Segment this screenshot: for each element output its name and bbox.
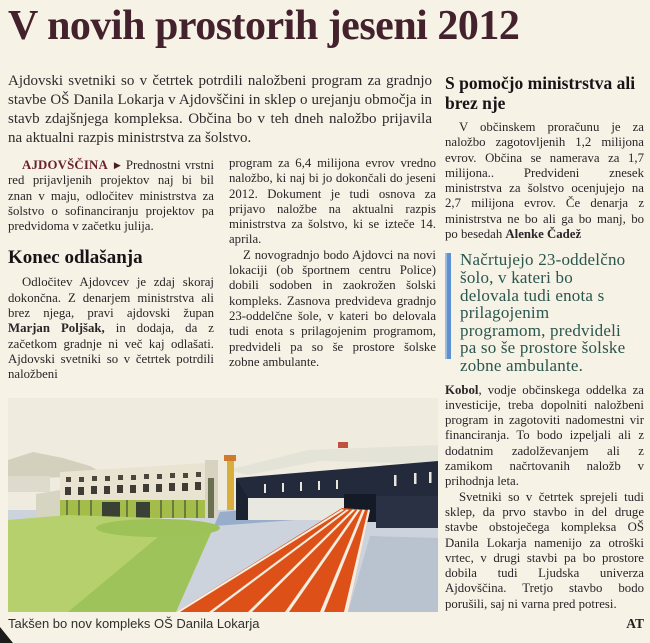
- paragraph-text: in dodaja, da z začetkom gradnje ni več kaj odlašati. Ajdovski svetniki so v četrtek potrdili naložbeni: [8, 321, 214, 382]
- paragraph: Svetniki so v četrtek sprejeli tudi sklep, da prvo stavbo in del druge stavbe obstoječega kompleksa OŠ Danila Lokarja namenijo za otroški vrtec, v drugi stavbi pa bo prostore dobila tudi Ljudska univerza Ajdovščina. Tretjo stavbo bodo porušili, saj ni varna pred potresi.: [445, 489, 644, 611]
- pull-quote-accent-bar: [445, 253, 451, 359]
- rooftop-object: [338, 442, 348, 448]
- building-entrance: [102, 502, 120, 518]
- paragraph-text: Prednostni vrstni red prijavljenih projektov naj bi bil znan v maju, odločitev ministrstva za šolstvo o sofinanciranju projektov pa predvidoma v začetku julija.: [8, 158, 215, 234]
- background-buildings: [8, 476, 50, 492]
- person-name-kobol: Kobol: [445, 382, 479, 397]
- paragraph-text: V občinskem proračunu je za naložbo zagotovljenih 1,2 milijona evrov. Občina se namerava za 1,7 milijona.. Predvideni znesek ministrstva za šolstvo ocenjujejo na 2,7 milijona evrov. Če denarja z ministrstva ne bo ali ga bo manj, bo po besedah: [445, 120, 644, 242]
- person-name-alenka-cadez: Alenke Čadež: [505, 227, 582, 242]
- paragraph: [445, 120, 644, 242]
- person-name-marjan-poljsak: Marjan Poljšak,: [8, 321, 105, 336]
- dateline-city: AJDOVŠČINA: [22, 158, 108, 172]
- paragraph-text: , vodje občinskega oddelka za investicije, treba dopolniti naložbeni program in zagotoviti nadomestni vir financiranja. To bodo izpeljali ali z dodatnim zadolževanjem ali z zamikom načrtovanih naložb v prihodnja leta.: [445, 382, 644, 489]
- article-lead: Ajdovski svetniki so v četrtek potrdili naložbeni program za gradnjo stavbe OŠ Danila Lokarja v Ajdovščini in sklep o urejanju območja in stavb zdajšnjega kompleksa. Občina bo v teh dneh naložbo prijavila na aktualni razpis ministrstva za šolstvo.: [8, 73, 432, 146]
- paragraph-dateline: [8, 158, 214, 234]
- dark-building-right-mass: [376, 496, 438, 528]
- building-wing-left: [36, 490, 60, 520]
- paragraph: Z novogradnjo bodo Ajdovci na novi lokaciji (ob športnem centru Police) dobili sodoben in zaokrožen šolski kompleks. Zasnova predvideva gradnjo 23-oddelčne šole, v kateri bo delovala tudi enota s prilagojenim programom, predvideli pa so še prostore šolske zobne ambulante.: [229, 247, 436, 369]
- dateline-arrow-icon: ▶: [112, 160, 122, 170]
- paragraph: [445, 383, 644, 490]
- building-entrance-2: [136, 502, 150, 518]
- author-initials: AT: [626, 615, 644, 631]
- paragraph: [8, 275, 214, 382]
- figure-caption: Takšen bo nov kompleks OŠ Danila Lokarja: [8, 616, 260, 631]
- subheading-s-pomocjo-ministrstva: S pomočjo ministrstva ali brez nje: [445, 73, 636, 113]
- pull-quote: [445, 251, 630, 374]
- building-tower-slats: [208, 478, 214, 518]
- column-1: [8, 158, 214, 383]
- subheading-konec-odlasanja: Konec odlašanja: [8, 247, 143, 269]
- article-headline: V novih prostorih jeseni 2012: [8, 3, 520, 49]
- school-rendering-image: [8, 398, 438, 612]
- column-3: [445, 74, 644, 636]
- lawn-berm: [96, 519, 220, 537]
- figure-school-rendering: [8, 398, 438, 631]
- paragraph-text: Odločitev Ajdovcev je zdaj skoraj dokončna. Z denarjem ministrstva ali brez njega, pravi ajdovski župan: [8, 275, 214, 321]
- pull-quote-text: Načrtujejo 23-oddelčno šolo, v kateri bo delovala tudi enota s prilagojenim programom, predvideli pa so še prostore šolske zobne ambulante.: [460, 250, 626, 375]
- column-2: [229, 156, 436, 370]
- building-base-green-slats: [60, 500, 205, 518]
- paragraph: program za 6,4 milijona evrov vredno naložbo, ki naj bi jo dokončali do jeseni 2012. Dokument je tudi osnova za prijavo naložbe na aktualni razpis ministrstva za šolstvo, ki se izteče 14. aprila.: [229, 156, 436, 247]
- scan-artifact: [0, 627, 13, 643]
